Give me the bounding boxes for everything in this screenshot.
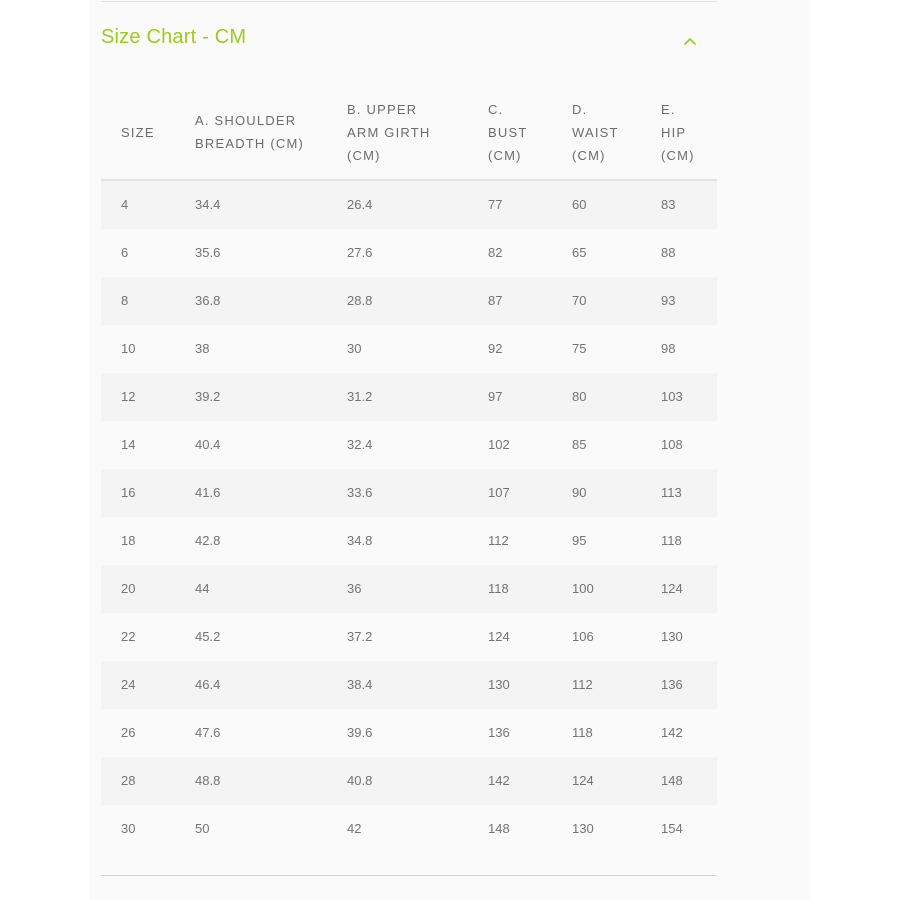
cell-bust: 87 [488, 293, 503, 308]
column-header-label: C. BUST (CM) [488, 101, 528, 163]
table-header-row [101, 85, 717, 181]
cell-waist: 118 [572, 725, 593, 740]
size-chart-title: Size Chart - CM [101, 26, 247, 48]
cell-hip: 124 [661, 581, 683, 596]
cell-shoulder: 46.4 [195, 677, 221, 692]
table-row [101, 181, 717, 229]
cell-bust: 77 [488, 197, 503, 212]
cell-shoulder: 42.8 [195, 533, 221, 548]
cell-hip: 142 [661, 725, 683, 740]
cell-size: 8 [121, 293, 129, 308]
cell-upper-arm: 32.4 [347, 437, 373, 452]
cell-upper-arm: 27.6 [347, 245, 373, 260]
cell-hip: 118 [661, 533, 682, 548]
cell-size: 10 [121, 341, 136, 356]
cell-bust: 130 [488, 677, 510, 692]
cell-waist: 124 [572, 773, 594, 788]
cell-bust: 92 [488, 341, 503, 356]
cell-size: 6 [121, 245, 129, 260]
cell-size: 28 [121, 773, 136, 788]
cell-waist: 70 [572, 293, 587, 308]
column-header-bust [488, 85, 527, 179]
cell-size: 4 [121, 197, 129, 212]
cell-hip: 98 [661, 341, 676, 356]
cell-bust: 97 [488, 389, 503, 404]
cell-hip: 103 [661, 389, 683, 404]
column-header-shoulder [195, 85, 304, 179]
cell-size: 22 [121, 629, 136, 644]
table-row [101, 709, 717, 757]
cell-upper-arm: 42 [347, 821, 362, 836]
column-header-label: D. WAIST (CM) [572, 101, 619, 163]
cell-upper-arm: 38.4 [347, 677, 373, 692]
cell-bust: 136 [488, 725, 510, 740]
cell-upper-arm: 34.8 [347, 533, 373, 548]
cell-size: 12 [121, 389, 136, 404]
cell-shoulder: 39.2 [195, 389, 221, 404]
cell-bust: 112 [488, 533, 509, 548]
cell-size: 30 [121, 821, 136, 836]
cell-shoulder: 41.6 [195, 485, 221, 500]
cell-upper-arm: 39.6 [347, 725, 373, 740]
cell-size: 20 [121, 581, 136, 596]
cell-shoulder: 45.2 [195, 629, 221, 644]
cell-waist: 95 [572, 533, 587, 548]
collapse-toggle-button[interactable] [679, 30, 701, 52]
cell-hip: 93 [661, 293, 676, 308]
cell-shoulder: 35.6 [195, 245, 221, 260]
cell-waist: 100 [572, 581, 594, 596]
cell-upper-arm: 26.4 [347, 197, 373, 212]
column-header-waist [572, 85, 619, 179]
cell-size: 16 [121, 485, 136, 500]
cell-waist: 65 [572, 245, 587, 260]
table-row [101, 277, 717, 325]
cell-hip: 113 [661, 485, 682, 500]
table-row [101, 757, 717, 805]
table-body [101, 181, 717, 853]
cell-shoulder: 40.4 [195, 437, 221, 452]
column-header-label: B. UPPER ARM GIRTH (CM) [347, 101, 431, 163]
cell-upper-arm: 37.2 [347, 629, 373, 644]
table-row [101, 565, 717, 613]
cell-shoulder: 48.8 [195, 773, 221, 788]
cell-size: 18 [121, 533, 136, 548]
cell-hip: 88 [661, 245, 676, 260]
cell-upper-arm: 36 [347, 581, 362, 596]
bottom-divider [101, 875, 717, 876]
cell-hip: 130 [661, 629, 683, 644]
cell-hip: 136 [661, 677, 683, 692]
cell-shoulder: 47.6 [195, 725, 221, 740]
top-divider [101, 1, 717, 2]
cell-bust: 82 [488, 245, 503, 260]
cell-hip: 83 [661, 197, 676, 212]
cell-bust: 102 [488, 437, 510, 452]
cell-shoulder: 36.8 [195, 293, 221, 308]
cell-waist: 130 [572, 821, 594, 836]
table-row [101, 517, 717, 565]
cell-size: 14 [121, 437, 136, 452]
cell-upper-arm: 40.8 [347, 773, 373, 788]
column-header-label: A. SHOULDER BREADTH (CM) [195, 113, 305, 151]
cell-waist: 60 [572, 197, 587, 212]
cell-shoulder: 34.4 [195, 197, 221, 212]
table-row [101, 421, 717, 469]
table-row [101, 805, 717, 853]
cell-waist: 75 [572, 341, 587, 356]
table-row [101, 373, 717, 421]
size-chart-header[interactable] [101, 22, 717, 58]
table-row [101, 325, 717, 373]
cell-waist: 80 [572, 389, 587, 404]
cell-hip: 154 [661, 821, 683, 836]
cell-waist: 90 [572, 485, 587, 500]
cell-shoulder: 50 [195, 821, 210, 836]
cell-upper-arm: 28.8 [347, 293, 373, 308]
cell-shoulder: 38 [195, 341, 210, 356]
chevron-up-icon [679, 30, 701, 52]
size-chart-table [101, 85, 717, 853]
cell-upper-arm: 31.2 [347, 389, 373, 404]
table-row [101, 613, 717, 661]
cell-bust: 148 [488, 821, 510, 836]
column-header-label: SIZE [121, 124, 155, 140]
cell-upper-arm: 30 [347, 341, 362, 356]
cell-upper-arm: 33.6 [347, 485, 373, 500]
cell-size: 26 [121, 725, 136, 740]
column-header-upper-arm [347, 85, 431, 179]
column-header-label: E. HIP (CM) [661, 101, 695, 163]
table-row [101, 469, 717, 517]
column-header-hip [661, 85, 695, 179]
table-row [101, 661, 717, 709]
cell-bust: 142 [488, 773, 510, 788]
cell-waist: 85 [572, 437, 587, 452]
cell-bust: 118 [488, 581, 509, 596]
cell-shoulder: 44 [195, 581, 210, 596]
cell-waist: 112 [572, 677, 593, 692]
table-row [101, 229, 717, 277]
column-header-size [121, 85, 155, 179]
cell-bust: 107 [488, 485, 510, 500]
cell-waist: 106 [572, 629, 594, 644]
cell-bust: 124 [488, 629, 510, 644]
cell-hip: 148 [661, 773, 683, 788]
cell-size: 24 [121, 677, 136, 692]
cell-hip: 108 [661, 437, 683, 452]
